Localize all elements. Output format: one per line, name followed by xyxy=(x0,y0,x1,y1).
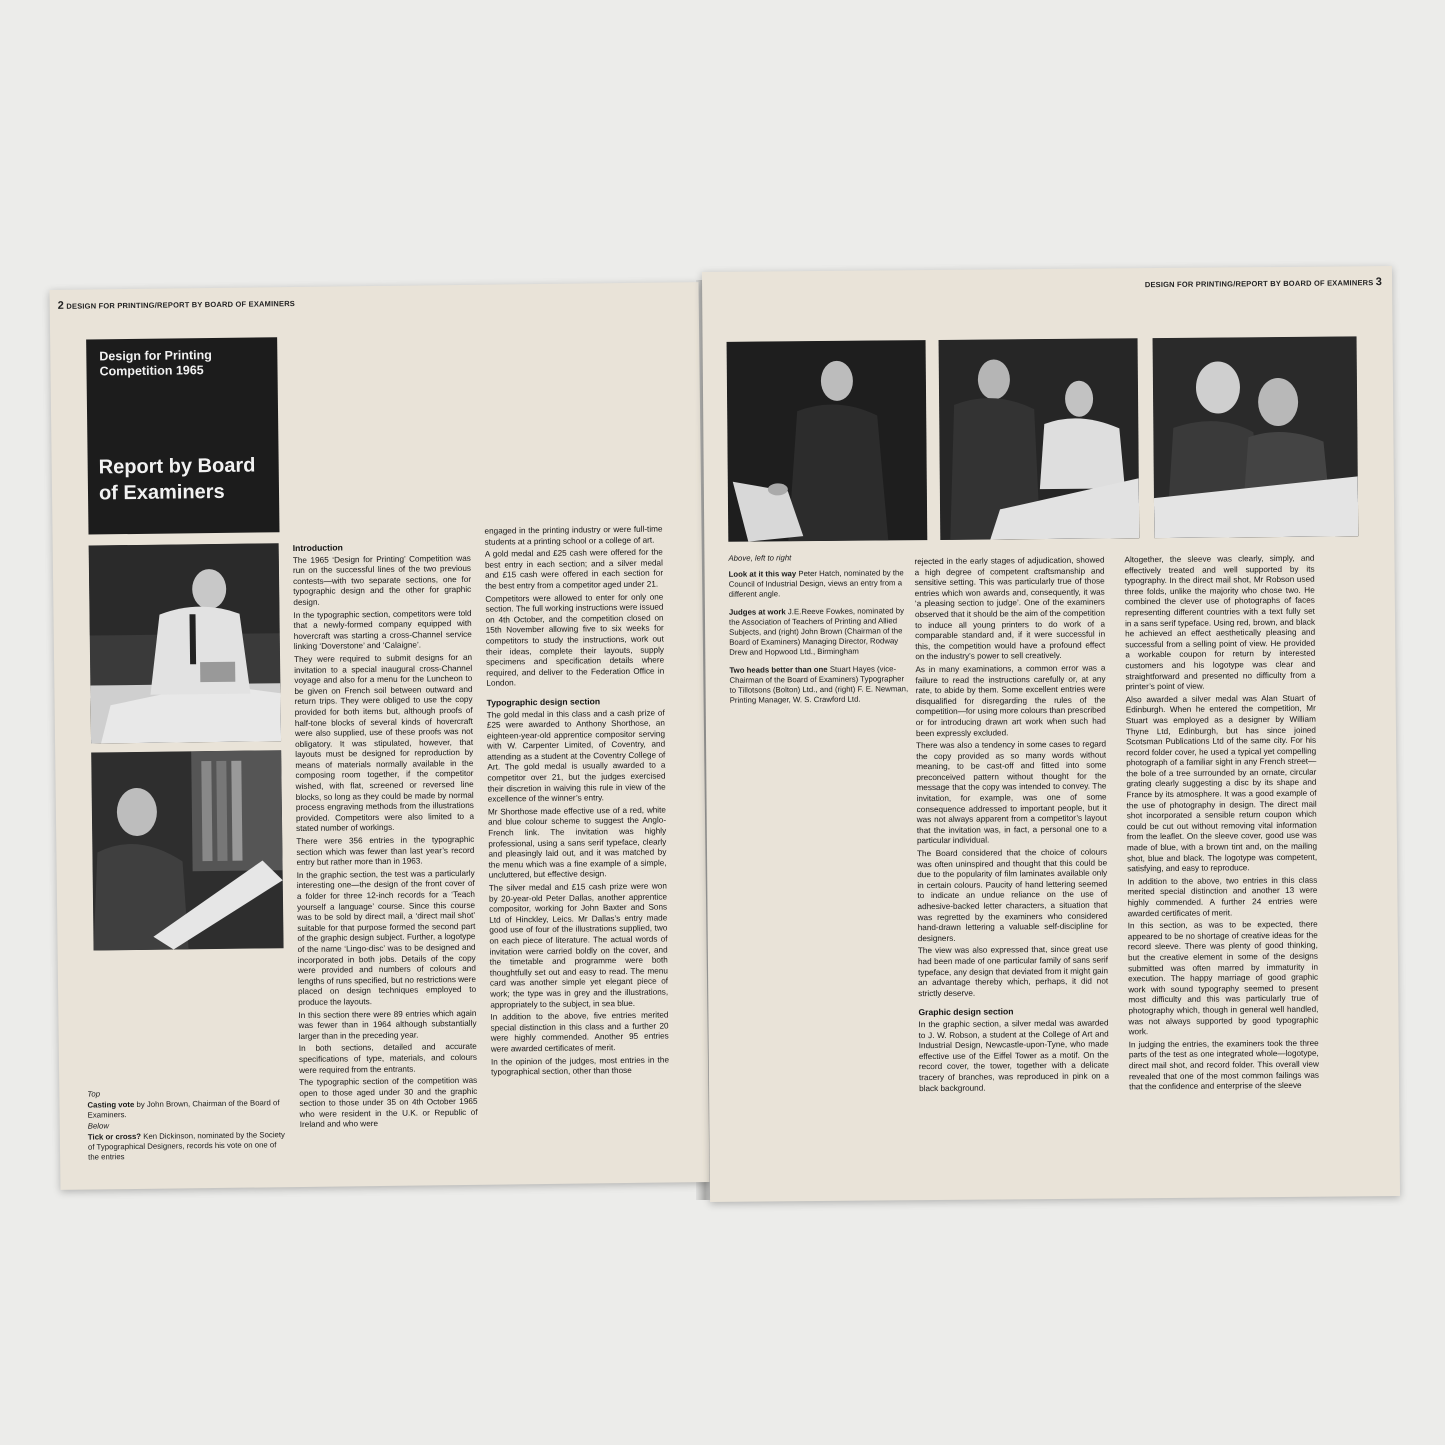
paragraph: The 1965 ‘Design for Printing’ Competition was run on the successful lines of the two previous contests—with two separate sections, one for typographic design and the other for graphic design. xyxy=(292,553,472,608)
section-heading-typographic: Typographic design section xyxy=(486,696,601,708)
right-page xyxy=(702,266,1400,1202)
paragraph: In both sections, detailed and accurate specifications of type, materials, and colours were required from the entrants. xyxy=(298,1042,477,1075)
left-column-2 xyxy=(484,525,669,1081)
paragraph: There were 356 entries in the typographic section which was fewer than last year’s record entry but rather more than in 1963. xyxy=(296,834,475,868)
paragraph: The view was also expressed that, since great use had been made of one particular family of sans serif typeface, any design that deviated from it might gain an advantage thereby which, perhaps, it did not strictly deserve. xyxy=(917,944,1109,998)
left-column-1 xyxy=(293,541,478,1133)
caption-3-title: Two heads better than one xyxy=(729,664,828,675)
right-running-head xyxy=(1145,276,1382,290)
caption-1-text: Peter Hatch, nominated by the Council of Industrial Design, views an entry from a different angle. xyxy=(728,568,904,599)
caption-top-text: by John Brown, Chairman of the Board of Examiners. xyxy=(87,1098,280,1120)
caption-top-label: Top xyxy=(87,1089,101,1099)
paragraph: Competitors were allowed to enter for only one section. The full working instructions were issued on 4th October, and the competition closed on 15th November allowing five to six weeks for competitors to study the instructions, work out their ideas, complete their layouts, supply specimens and specification details where required, and deliver to the Federation Office in London. xyxy=(485,592,665,689)
left-page xyxy=(50,282,710,1190)
left-running-head xyxy=(58,297,295,312)
title-block xyxy=(86,337,279,534)
paragraph: The typographic section of the competition was open to those aged under 30 and the graphic section to those under 35 on 4th October 1965 who were resident in the U.K. or Republic of Ireland and who were xyxy=(299,1075,478,1130)
casting-vote-photo xyxy=(89,543,281,743)
right-column-2 xyxy=(1124,554,1319,1095)
paragraph: As in many examinations, a common error was a failure to read the instructions carefully or, at any rate, to abide by them. Some excellent entries were disqualified for disregarding the rules of the competition—for using more colours than prescribed or for introducing drawn art work when such had been expressly excluded. xyxy=(915,663,1106,738)
judges-at-work-photo xyxy=(939,338,1140,540)
page-number-left: 2 xyxy=(57,299,65,312)
right-column-1 xyxy=(914,556,1109,1097)
paragraph: In the graphic section, a silver medal was awarded to J. W. Robson, a student at the College of Art and Industrial Design, Newcastle-upon-Tyne, who made effective use of the Eiffel Tower as a motif. On the record cover, the tower, together with a delicate tracery of branches, was reproduced in pink on a black background. xyxy=(918,1018,1110,1093)
paragraph: Mr Shorthose made effective use of a red, white and blue colour scheme to suggest the Anglo-French link. The invitation was highly professional, using a sans serif typeface, clearly and pleasingly laid out, and it was matched by the menu which was a fine example of a simple, uncluttered, but effective design. xyxy=(487,805,667,881)
paragraph: In this section, as was to be expected, there appeared to be no shortage of creative ideas for the record sleeve. There was plenty of good thinking, but the creative element in some of the designs submitted was often marred by immaturity in execution. The happy marriage of good graphic work with sound typography seemed to present most difficulty and this was particularly true of photography which, though in general well handled, was not always supported by good typographic work. xyxy=(1127,919,1319,1037)
paragraph: Also awarded a silver medal was Alan Stuart of Edinburgh. When he entered the competition, Mr Stuart was employed as a designer by William Thyne Ltd, Edinburgh, but has since joined Scotsman Publications Ltd of the same city. For his record folder cover, he used a typical yet compelling photograph of a familiar sight in any French street—the bole of a tree surrounded by an ornate, circular grating clearly suggesting a disc by its shape and France by its atmosphere. It was a good example of the use of photography in design. The direct mail shot incorporated a sensible return coupon which could be cut out without removing vital information from the leaflet. On the sleeve cover, good use was made of blue, with a brown tint and, on the mailing shot, blue and black. The logotype was competent, satisfying, and easy to reproduce. xyxy=(1125,693,1318,874)
running-head-text-right: DESIGN FOR PRINTING/REPORT BY BOARD OF EXAMINERS xyxy=(1144,278,1374,290)
paragraph: In the typographic section, competitors were told that a newly-formed company equipped with hovercraft was starting a cross-Channel service linking ‘Doverstone’ and ‘Calaigne’. xyxy=(293,608,472,652)
caption-above-label: Above, left to right xyxy=(728,553,792,563)
paragraph: Altogether, the sleeve was clearly, simply, and effectively treated and well supported by its typography. In the direct mail shot, Mr Robson used three folds, unlike the majority who chose two. He combined the clever use of photographs of faces representing different countries with a text fully set in a sans serif typeface. Using red, brown, and black he achieved an effect aesthetically pleasing and successful from a selling point of view. He provided a workable coupon for return by interested customers and his logotype was clear and straightforward and presented no difficulty from a printer’s point of view. xyxy=(1124,553,1316,692)
section-heading-introduction: Introduction xyxy=(292,542,343,554)
paragraph: They were required to submit designs for an invitation to a special inaugural cross-Channel voyage and also for a menu for the Luncheon to be given on French soil between outward and return trips. They were obliged to use the copy provided for both items but, although proofs of half-tone blocks of several kinds of hovercraft were also supplied, use of these proofs was not obligatory. It was stipulated, however, that layouts must be designed for reproduction by means of materials normally available in the composing room together, if the competitor wished, with flat, screened or reversed line blocks, so long as they could be made by normal process engraving methods from the illustrations provided. Competitors were also limited to a stated number of workings. xyxy=(294,652,475,834)
paragraph: In addition to the above, two entries in this class merited special distinction and another 13 were highly commended. A further 24 entries were awarded certificates of merit. xyxy=(1127,875,1318,918)
caption-below-text: Ken Dickinson, nominated by the Society of Typographical Designers, records his vote on one of the entries xyxy=(87,1130,285,1162)
paragraph: A gold medal and £25 cash were offered for the best entry in each section; and a silver medal and £15 cash were offered in each section for the best entry from a competitor aged under 21. xyxy=(484,547,664,591)
paragraph: The silver medal and £15 cash prize were won by 20-year-old Peter Dallas, another apprentice compositor, working for John Baxter and Sons Ltd of Hinckley, Leics. Mr Dallas’s entry made good use of four of the illustrations supplied, two on each piece of literature. The actual words of invitation were carried boldly on the cover, and the timetable and programme were both thoughtfully set out and easy to read. The menu card was another simple yet elegant piece of work; the type was in grey and the illustrations, appropriately to the subject, in sea blue. xyxy=(488,881,669,1010)
look-at-it-this-way-photo xyxy=(727,340,928,542)
caption-3-text: Stuart Hayes (vice-Chairman of the Board of Examiners) Typographer to Tillotsons (Bolton) Ltd., and (right) F. E. Newman, Printing Manager, W. S. Crawford Ltd. xyxy=(729,664,909,705)
paragraph: In this section there were 89 entries which again was fewer than in 1964 although substantially larger than in the preceding year. xyxy=(298,1008,477,1041)
caption-2-title: Judges at work xyxy=(728,607,786,617)
tick-or-cross-photo xyxy=(91,750,283,950)
competition-title: Design for Printing Competition 1965 xyxy=(99,348,212,379)
right-captions xyxy=(728,552,909,714)
left-captions xyxy=(87,1087,288,1163)
paragraph: engaged in the printing industry or were full-time students at a printing school or a college of art. xyxy=(484,524,663,547)
paragraph: rejected in the early stages of adjudication, showed a high degree of competent craftsmanship and sensitive setting. This was particularly true of those entries which won awards and, consequently, it was ‘a pleasing section to judge’. One of the examiners observed that it should be the aim of the competition to induce all young printers to do work of a comparable standard and, if it were successful in this, the competition would have a profound effect on the industry’s power to sell creatively. xyxy=(914,555,1106,662)
section-heading-graphic: Graphic design section xyxy=(918,1006,1014,1018)
page-number-right: 3 xyxy=(1375,276,1383,289)
caption-below-label: Below xyxy=(87,1121,110,1131)
running-head-text-left: DESIGN FOR PRINTING/REPORT BY BOARD OF EXAMINERS xyxy=(66,299,296,311)
two-heads-photo xyxy=(1153,336,1359,538)
paragraph: In the graphic section, the test was a particularly interesting one—the design of the front cover of a folder for three 12-inch records for a ‘Teach yourself a language’ course. Since this course was to be sold by direct mail, a ‘direct mail shot’ suitable for that purpose formed the second part of the graphic design subject. Further, a logotype of the name ‘Lingo-disc’ was to be designed and incorporated in both jobs. Details of the copy were provided and numbers of colours and lengths of runs specified, but no restrictions were placed on design techniques employed to produce the layouts. xyxy=(296,868,477,1007)
paragraph: In judging the entries, the examiners took the three parts of the test as one integrated whole—logotype, direct mail shot, and record folder. This overall view revealed that one of the most common failings was that the confidence and enterprise of the sleeve xyxy=(1128,1038,1320,1092)
paragraph: The gold medal in this class and a cash prize of £25 were awarded to Anthony Shorthose, an eighteen-year-old apprentice compositor serving with W. Carpenter Limited, of Coventry, and attending as a student at the Coventry College of Art. The gold medal is usually awarded to a competitor over 21, but the judges exercised their discretion in waiving this rule in view of the excellence of the winner’s entry. xyxy=(486,708,666,804)
caption-1-title: Look at it this way xyxy=(728,569,797,579)
caption-2-text: J.E.Reeve Fowkes, nominated by the Association of Teachers of Printing and Allied Subjects, and (right) John Brown (Chairman of the Board of Examiners) Managing Director, Rodway Drew and Hopwood Ltd., Birmingham xyxy=(728,606,905,657)
report-title: Report by Board of Examiners xyxy=(98,454,256,505)
paragraph: There was also a tendency in some cases to regard the copy provided as so many words without meaning, to be cast-off and fitted into some preconceived pattern without thought for the message that the copy was intended to convey. The invitation, for example, was one of some consequence addressed to important people, but it was not always apparent from a competitor’s layout that the invitation was, in fact, a personal one to a particular individual. xyxy=(916,739,1107,846)
paragraph: The Board considered that the choice of colours was often uninspired and thought that this could be due to the popularity of film laminates available only in certain colours. Paucity of hand lettering seemed to indicate an undue reliance on the use of adhesive-backed letter characters, a situation that was regretted by the examiners who considered hand-drawn lettering a valuable self-discipline for designers. xyxy=(917,847,1108,943)
paragraph: In addition to the above, five entries merited special distinction in this class and a further 20 were highly commended. Another 95 entries were awarded certificates of merit. xyxy=(490,1010,669,1054)
caption-top-title: Casting vote xyxy=(87,1100,135,1110)
caption-below-title: Tick or cross? xyxy=(87,1131,142,1142)
paragraph: In the opinion of the judges, most entries in the typographical section, other than those xyxy=(490,1054,670,1077)
